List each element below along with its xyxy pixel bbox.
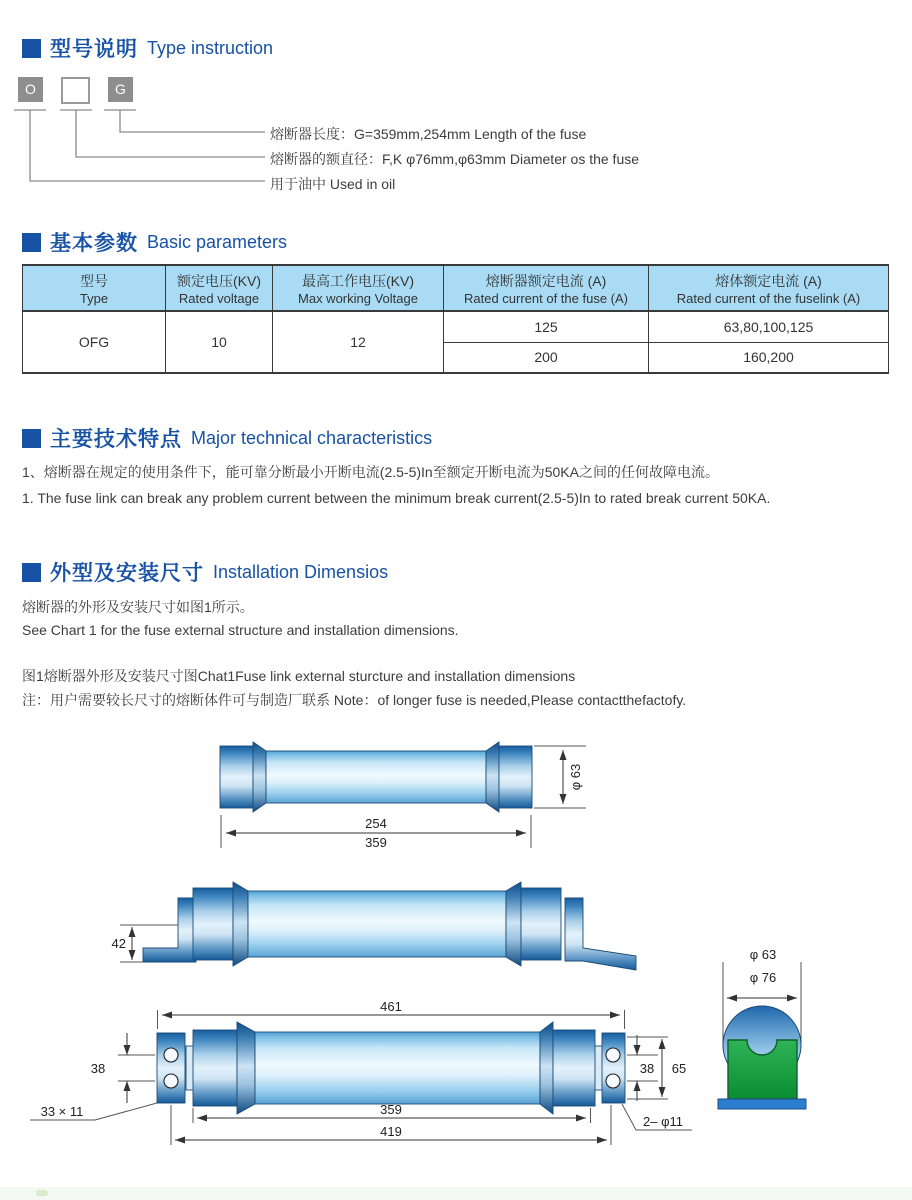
- section-title-zh: 外型及安装尺寸: [50, 562, 204, 585]
- technical-item-zh: 1、熔断器在规定的使用条件下，能可靠分断最小开断电流(2.5-5)In至额定开断电流为50KA之间的任何故障电流。: [22, 464, 719, 480]
- dim-254: 254: [365, 816, 387, 831]
- dim-359-mount: 359: [380, 1102, 402, 1117]
- dim-42: 42: [111, 936, 126, 951]
- dim-38-right: 38: [639, 1061, 655, 1076]
- type-line-diameter: 熔断器的额直径：F,K φ76mm,φ63mm Diameter os the fuse: [270, 151, 640, 167]
- col-header-max-voltage: 最高工作电压(KV) Max working Voltage: [273, 265, 444, 311]
- section-title-en: Major technical characteristics: [191, 427, 433, 448]
- installation-intro-en: See Chart 1 for the fuse external structure and installation dimensions.: [22, 622, 459, 638]
- cell-fuselink-current: 160,200: [649, 342, 889, 373]
- section-title-en: Type instruction: [147, 37, 274, 58]
- dim-holes-2x11: 2– φ11: [643, 1114, 683, 1129]
- cell-rated-voltage: 10: [166, 311, 273, 373]
- dim-38-left: 38: [90, 1061, 106, 1076]
- drawing-fuse-bracket: [143, 882, 636, 970]
- type-line-length: 熔断器长度：G=359mm,254mm Length of the fuse: [270, 126, 587, 142]
- col-header-fuse-current: 熔断器额定电流 (A) Rated current of the fuse (A): [444, 265, 649, 311]
- technical-item-en: 1. The fuse link can break any problem current between the minimum break current(2.5-5)In to rated break current 50KA.: [22, 490, 771, 506]
- figure-1-drawings: [0, 730, 912, 1190]
- col-header-fuselink-current: 熔体额定电流 (A) Rated current of the fuselink (A): [649, 265, 889, 311]
- section-header-type-instruction: [22, 33, 273, 63]
- section-header-technical: [22, 423, 432, 453]
- section-title-zh: 主要技术特点: [50, 428, 182, 451]
- dim-65: 65: [671, 1061, 687, 1076]
- basic-parameters-table: [22, 264, 889, 374]
- section-bullet-icon: [22, 563, 41, 582]
- cell-type: OFG: [23, 311, 166, 373]
- dim-dia76-end: φ 76: [749, 970, 777, 985]
- section-title-zh: 基本参数: [50, 232, 138, 255]
- installation-intro-zh: 熔断器的外形及安装尺寸如图1所示。: [22, 599, 254, 615]
- table-row: [23, 311, 889, 342]
- type-code-box-g: G: [108, 77, 133, 102]
- cell-fuse-current: 200: [444, 342, 649, 373]
- dim-dia63-end: φ 63: [749, 947, 777, 962]
- cell-fuselink-current: 63,80,100,125: [649, 311, 889, 342]
- drawing-end-view: [718, 947, 806, 1109]
- cell-max-voltage: 12: [273, 311, 444, 373]
- footer-dot: [36, 1190, 48, 1196]
- dim-461: 461: [380, 999, 402, 1014]
- section-header-basic-parameters: [22, 227, 287, 257]
- dim-dia63: φ 63: [568, 763, 583, 791]
- section-title-zh: 型号说明: [50, 38, 138, 61]
- section-title-en: Basic parameters: [147, 231, 288, 252]
- table-header-row: [23, 265, 889, 311]
- figure-caption: 图1熔断器外形及安装尺寸图Chat1Fuse link external sturcture and installation dimensions: [22, 668, 576, 684]
- type-code-box-o: O: [18, 77, 43, 102]
- installation-note: 注：用户需要较长尺寸的熔断体件可与制造厂联系 Note：of longer fuse is needed,Please contactthefactofy.: [22, 692, 687, 708]
- section-bullet-icon: [22, 39, 41, 58]
- cell-fuse-current: 125: [444, 311, 649, 342]
- section-title-en: Installation Dimensios: [213, 561, 389, 582]
- dim-359: 359: [365, 835, 387, 850]
- dim-slot-33x11: 33 × 11: [40, 1104, 84, 1119]
- footer-band: [0, 1187, 912, 1200]
- section-bullet-icon: [22, 233, 41, 252]
- section-bullet-icon: [22, 429, 41, 448]
- drawing-fuse-plain: [220, 742, 532, 812]
- col-header-rated-voltage: 额定电压(KV) Rated voltage: [166, 265, 273, 311]
- type-line-oil: 用于油中 Used in oil: [270, 176, 396, 192]
- section-header-installation: [22, 557, 388, 587]
- col-header-type: 型号 Type: [23, 265, 166, 311]
- dim-419: 419: [380, 1124, 402, 1139]
- drawing-fuse-mount: [157, 1022, 625, 1114]
